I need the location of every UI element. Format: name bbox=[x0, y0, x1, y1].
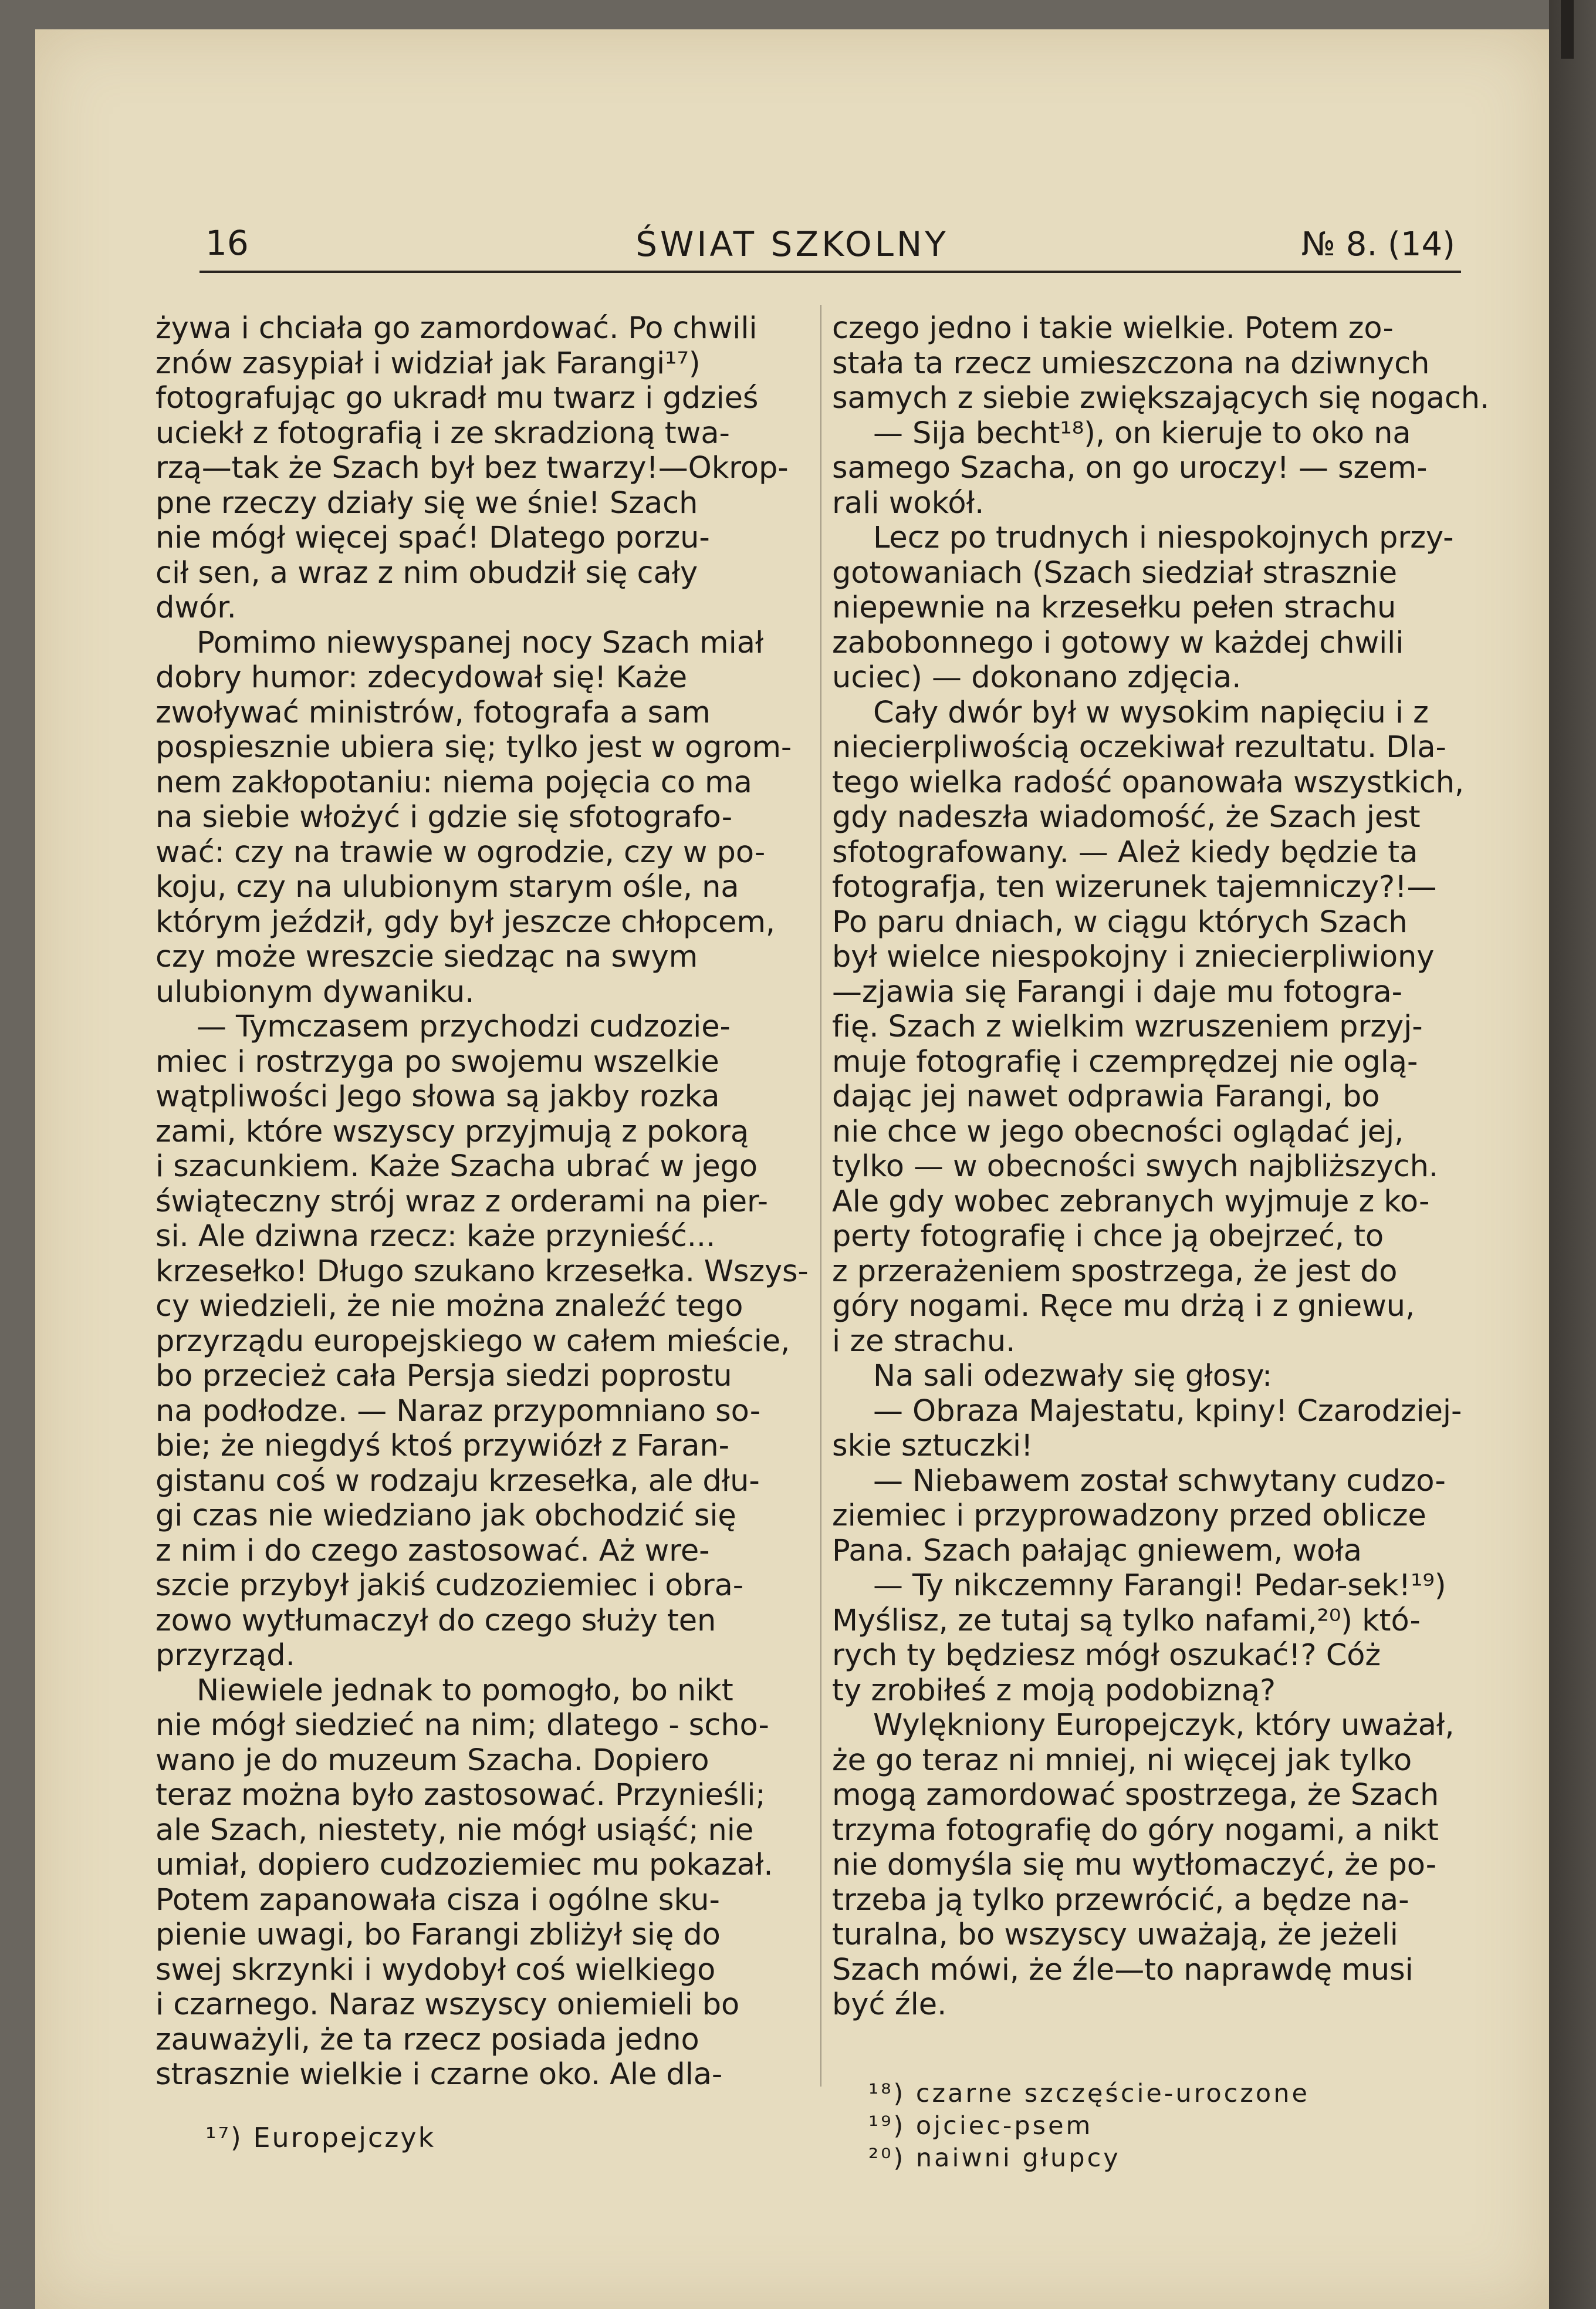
text-line: fię. Szach z wielkim wzruszeniem przyj- bbox=[832, 1010, 1423, 1044]
text-line: trzyma fotografię do góry nogami, a nikt bbox=[832, 1812, 1439, 1848]
text-line: rali wokół. bbox=[832, 485, 985, 521]
text-line: gi czas nie wiedziano jak obchodzić się bbox=[155, 1498, 736, 1533]
text-line: si. Ale dziwna rzecz: każe przynieść... bbox=[155, 1219, 716, 1254]
text-line: skie sztuczki! bbox=[832, 1429, 1033, 1463]
text-line: pienie uwagi, bo Farangi zbliżył się do bbox=[155, 1918, 721, 1952]
text-line: fotografja, ten wizerunek tajemniczy?!— bbox=[832, 870, 1437, 904]
footnotes-left bbox=[205, 2122, 435, 2153]
text-line: Wylękniony Europejczyk, który uważał, bbox=[873, 1708, 1455, 1743]
text-line: koju, czy na ulubionym starym ośle, na bbox=[155, 870, 739, 904]
text-line: Ale gdy wobec zebranych wyjmuje z ko- bbox=[832, 1184, 1430, 1219]
text-line: Po paru dniach, w ciągu których Szach bbox=[832, 904, 1408, 940]
text-line: —zjawia się Farangi i daje mu fotogra- bbox=[832, 974, 1402, 1010]
text-line: perty fotografię i chce ją obejrzeć, to bbox=[832, 1219, 1384, 1254]
text-line: gistanu coś w rodzaju krzesełka, ale dłu- bbox=[155, 1463, 760, 1498]
text-line: przyrząd. bbox=[155, 1638, 295, 1673]
text-line: czego jedno i takie wielkie. Potem zo- bbox=[832, 311, 1394, 346]
text-line: znów zasypiał i widział jak Farangi¹⁷) bbox=[155, 346, 701, 381]
text-line: fotografując go ukradł mu twarz i gdzieś bbox=[155, 381, 759, 416]
text-line: tego wielka radość opanowała wszystkich, bbox=[832, 765, 1465, 800]
scan-edge-mark bbox=[1561, 0, 1574, 59]
left-column bbox=[155, 311, 807, 2092]
footnote: ¹⁹) ojciec-psem bbox=[868, 2111, 1093, 2141]
text-line: pospiesznie ubiera się; tylko jest w ogrom- bbox=[155, 730, 792, 765]
text-line: ty zrobiłeś z moją podobizną? bbox=[832, 1673, 1276, 1708]
text-line: czy może wreszcie siedząc na swym bbox=[155, 940, 698, 974]
text-line: teraz można było zastosować. Przynieśli; bbox=[155, 1778, 766, 1812]
text-line: zauważyli, że ta rzecz posiada jedno bbox=[155, 2022, 699, 2057]
text-line: wano je do muzeum Szacha. Dopiero bbox=[155, 1743, 709, 1778]
text-line: nie chce w jego obecności oglądać jej, bbox=[832, 1114, 1404, 1149]
text-line: Cały dwór był w wysokim napięciu i z bbox=[873, 695, 1429, 730]
text-line: — Ty nikczemny Farangi! Pedar-sek!¹⁹) bbox=[873, 1568, 1446, 1603]
header-rule bbox=[200, 271, 1461, 273]
text-line: krzesełko! Długo szukano krzesełka. Wszys- bbox=[155, 1254, 809, 1289]
text-line: uciekł z fotografią i ze skradzioną twa- bbox=[155, 416, 730, 451]
text-line: zabobonnego i gotowy w każdej chwili bbox=[832, 625, 1404, 660]
text-line: ziemiec i przyprowadzony przed oblicze bbox=[832, 1498, 1426, 1533]
text-line: turalna, bo wszyscy uważają, że jeżeli bbox=[832, 1918, 1398, 1952]
text-line: samego Szacha, on go uroczy! — szem- bbox=[832, 451, 1428, 485]
text-line: był wielce niespokojny i zniecierpliwiony bbox=[832, 940, 1435, 974]
text-line: być źle. bbox=[832, 1987, 947, 2022]
text-line: cy wiedzieli, że nie można znaleźć tego bbox=[155, 1289, 743, 1324]
text-line: — Niebawem został schwytany cudzo- bbox=[873, 1463, 1446, 1498]
footnote: ¹⁸) czarne szczęście-uroczone bbox=[868, 2079, 1310, 2108]
text-line: stała ta rzecz umieszczona na dziwnych bbox=[832, 346, 1430, 381]
text-line: dając jej nawet odprawia Farangi, bo bbox=[832, 1079, 1380, 1114]
text-line: Potem zapanowała cisza i ogólne sku- bbox=[155, 1882, 720, 1918]
text-line: szcie przybył jakiś cudzoziemiec i obra- bbox=[155, 1568, 744, 1603]
text-line: Lecz po trudnych i niespokojnych przy- bbox=[873, 521, 1454, 555]
text-line: bie; że niegdyś ktoś przywiózł z Faran- bbox=[155, 1429, 729, 1463]
text-line: Myślisz, ze tutaj są tylko nafami,²⁰) któ- bbox=[832, 1603, 1421, 1638]
text-line: Niewiele jednak to pomogło, bo nikt bbox=[197, 1673, 733, 1708]
right-column bbox=[832, 311, 1498, 2023]
page-header bbox=[35, 217, 1549, 282]
text-line: nem zakłopotaniu: niema pojęcia co ma bbox=[155, 765, 752, 800]
page-number: 16 bbox=[205, 223, 249, 263]
text-line: sfotografowany. — Ależ kiedy będzie ta bbox=[832, 835, 1418, 870]
scan-edge bbox=[1549, 0, 1596, 2309]
text-line: trzeba ją tylko przewrócić, a będze na- bbox=[832, 1882, 1409, 1918]
text-line: nie domyśla się mu wytłomaczyć, że po- bbox=[832, 1848, 1437, 1882]
footnote: ¹⁷) Europejczyk bbox=[205, 2122, 436, 2153]
text-line: niepewnie na krzesełku pełen strachu bbox=[832, 590, 1396, 625]
text-line: zami, które wszyscy przyjmują z pokorą bbox=[155, 1114, 749, 1149]
text-line: niecierpliwością oczekiwał rezultatu. Dla- bbox=[832, 730, 1446, 765]
text-line: świąteczny strój wraz z orderami na pier- bbox=[155, 1184, 768, 1219]
text-line: nie mógł więcej spać! Dlatego porzu- bbox=[155, 521, 710, 555]
text-line: z nim i do czego zastosować. Aż wre- bbox=[155, 1533, 710, 1568]
footnote: ²⁰) naiwni głupcy bbox=[868, 2143, 1121, 2173]
text-line: Pana. Szach pałając gniewem, woła bbox=[832, 1533, 1362, 1568]
text-line: muje fotografię i czemprędzej nie oglą- bbox=[832, 1044, 1418, 1079]
text-line: pne rzeczy działy się we śnie! Szach bbox=[155, 485, 698, 521]
text-line: przyrządu europejskiego w całem mieście, bbox=[155, 1324, 790, 1359]
text-line: nie mógł siedzieć na nim; dlatego - scho- bbox=[155, 1708, 769, 1743]
journal-title: ŚWIAT SZKOLNY bbox=[635, 224, 949, 264]
text-line: tylko — w obecności swych najbliższych. bbox=[832, 1149, 1438, 1184]
text-line: na podłodze. — Naraz przypomniano so- bbox=[155, 1393, 761, 1429]
text-line: uciec) — dokonano zdjęcia. bbox=[832, 660, 1242, 695]
text-line: zwoływać ministrów, fotografa a sam bbox=[155, 695, 711, 730]
text-line: bo przecież cała Persja siedzi poprostu bbox=[155, 1359, 732, 1393]
text-line: z przerażeniem spostrzega, że jest do bbox=[832, 1254, 1398, 1289]
text-line: mogą zamordować spostrzega, że Szach bbox=[832, 1778, 1439, 1812]
text-line: wątpliwości Jego słowa są jakby rozka bbox=[155, 1079, 720, 1114]
text-line: dobry humor: zdecydował się! Każe bbox=[155, 660, 688, 695]
text-line: samych z siebie zwiększających się nogach. bbox=[832, 381, 1490, 416]
text-line: i czarnego. Naraz wszyscy oniemieli bo bbox=[155, 1987, 740, 2022]
newspaper-page bbox=[35, 29, 1549, 2309]
text-line: na siebie włożyć i gdzie się sfotografo- bbox=[155, 800, 733, 835]
text-line: Pomimo niewyspanej nocy Szach miał bbox=[197, 625, 764, 660]
text-line: zowo wytłumaczył do czego służy ten bbox=[155, 1603, 716, 1638]
column-divider bbox=[820, 305, 821, 2087]
text-line: rzą—tak że Szach był bez twarzy!—Okrop- bbox=[155, 451, 789, 485]
text-line: gdy nadeszła wiadomość, że Szach jest bbox=[832, 800, 1421, 835]
text-line: ulubionym dywaniku. bbox=[155, 974, 475, 1010]
text-line: Szach mówi, że źle—to naprawdę musi bbox=[832, 1952, 1414, 1987]
issue-number: № 8. (14) bbox=[1301, 225, 1455, 264]
text-line: — Sija becht¹⁸), on kieruje to oko na bbox=[873, 416, 1411, 451]
text-line: żywa i chciała go zamordować. Po chwili bbox=[155, 311, 758, 346]
text-line: swej skrzynki i wydobył coś wielkiego bbox=[155, 1952, 716, 1987]
text-line: i ze strachu. bbox=[832, 1324, 1016, 1359]
text-line: umiał, dopiero cudzoziemiec mu pokazał. bbox=[155, 1848, 773, 1882]
text-line: i szacunkiem. Każe Szacha ubrać w jego bbox=[155, 1149, 758, 1184]
text-line: góry nogami. Ręce mu drżą i z gniewu, bbox=[832, 1289, 1415, 1324]
text-line: strasznie wielkie i czarne oko. Ale dla- bbox=[155, 2057, 723, 2092]
text-line: rych ty będziesz mógł oszukać!? Cóż bbox=[832, 1638, 1381, 1673]
text-line: — Obraza Majestatu, kpiny! Czarodziej- bbox=[873, 1393, 1462, 1429]
text-line: — Tymczasem przychodzi cudzozie- bbox=[197, 1010, 731, 1044]
text-line: którym jeździł, gdy był jeszcze chłopcem, bbox=[155, 904, 776, 940]
text-line: dwór. bbox=[155, 590, 236, 625]
text-line: że go teraz ni mniej, ni więcej jak tylko bbox=[832, 1743, 1412, 1778]
text-line: gotowaniach (Szach siedział strasznie bbox=[832, 555, 1397, 590]
text-line: wać: czy na trawie w ogrodzie, czy w po- bbox=[155, 835, 766, 870]
text-line: Na sali odezwały się głosy: bbox=[873, 1359, 1273, 1393]
footnotes-right bbox=[868, 2078, 1310, 2175]
text-line: miec i rostrzyga po swojemu wszelkie bbox=[155, 1044, 719, 1079]
text-line: cił sen, a wraz z nim obudził się cały bbox=[155, 555, 698, 590]
text-line: ale Szach, niestety, nie mógł usiąść; nie bbox=[155, 1812, 754, 1848]
